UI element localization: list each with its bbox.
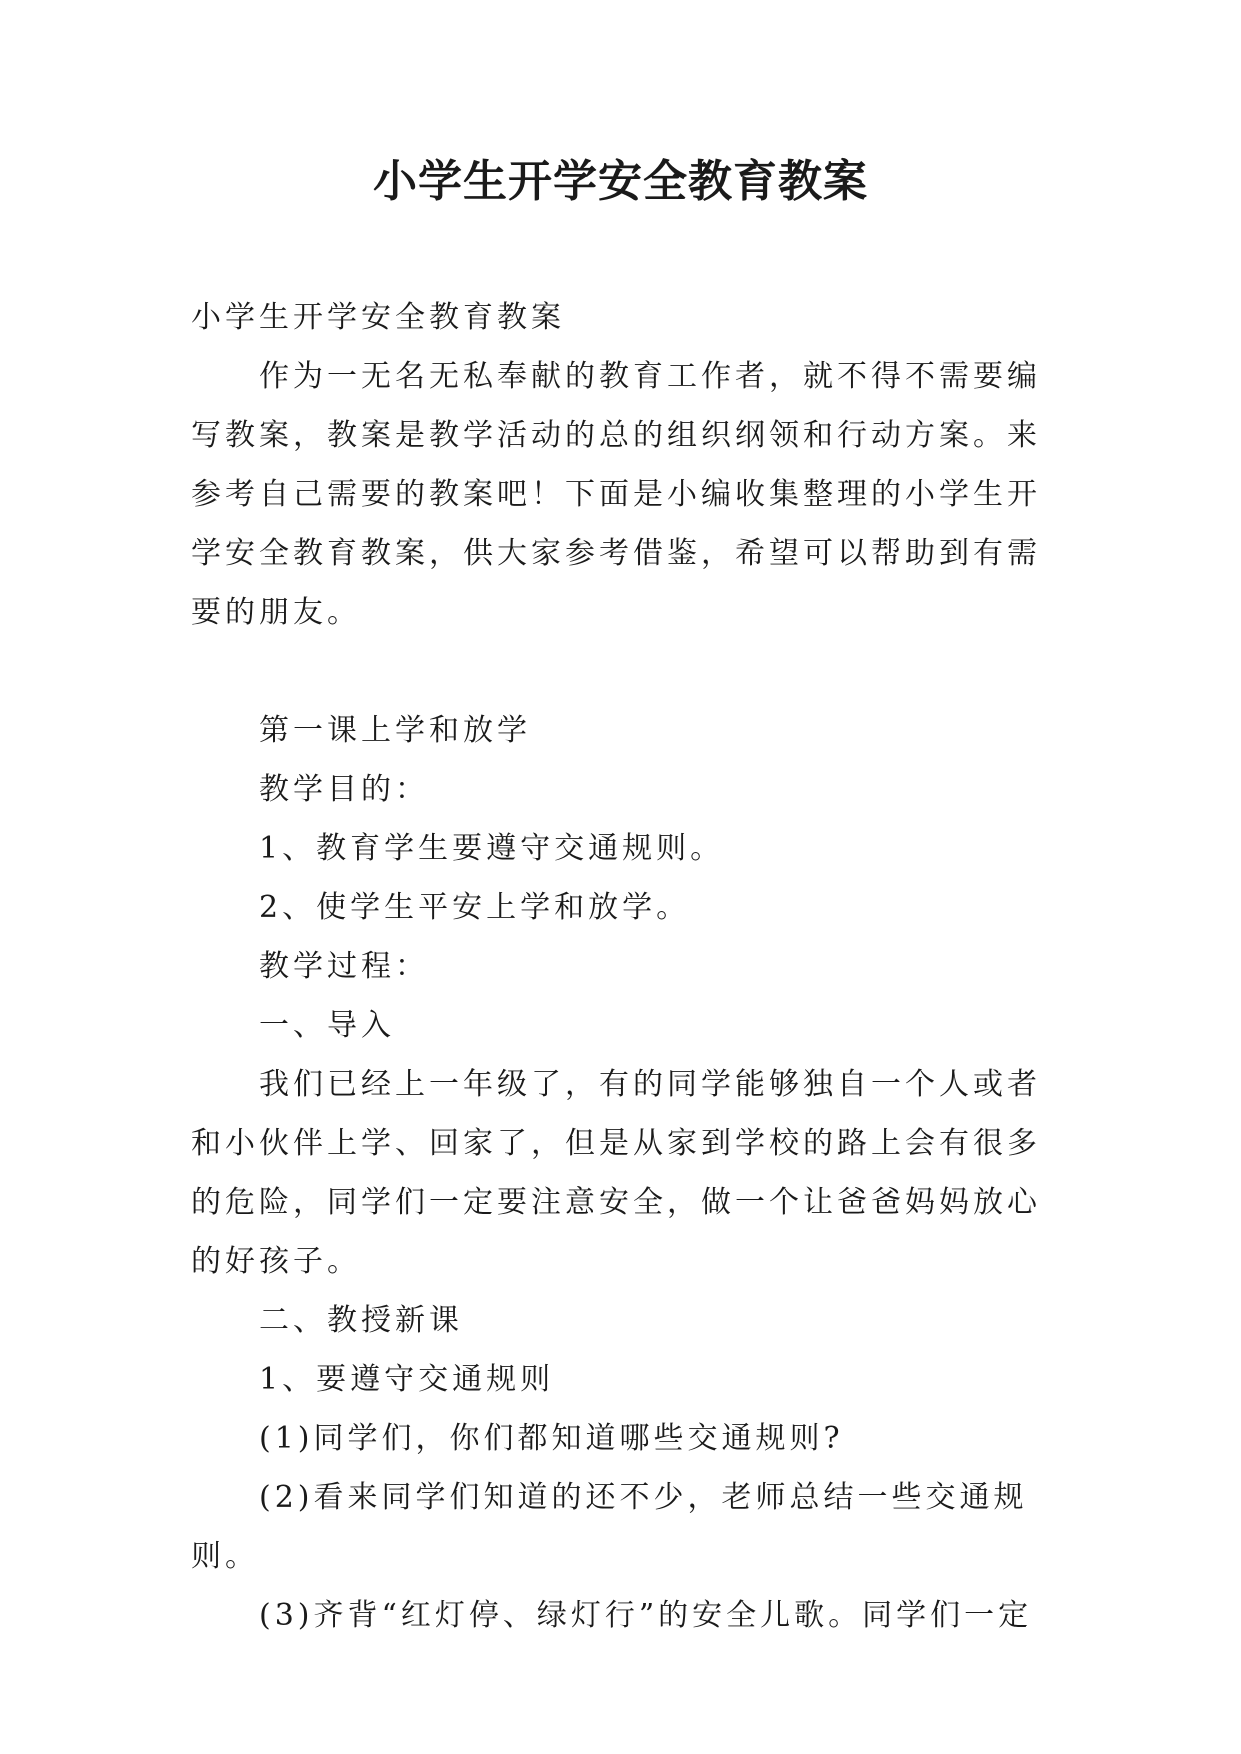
paragraph-intro-text: 我们已经上一年级了，有的同学能够独自一个人或者和小伙伴上学、回家了，但是从家到学校的路上会有很多的危险，同学们一定要注意安全，做一个让爸爸妈妈放心的好孩子。	[191, 1067, 1041, 1279]
paragraph-section-new-lesson: 二、教授新课	[259, 1303, 463, 1338]
paragraph-traffic-rules: 1、要遵守交通规则	[259, 1362, 555, 1397]
paragraph-item-2: (2)看来同学们知道的还不少，老师总结一些交通规则。	[191, 1480, 1028, 1574]
paragraph-goal-2: 2、使学生平安上学和放学。	[259, 890, 691, 925]
paragraph-teaching-goal: 教学目的：	[259, 772, 429, 807]
paragraph-intro: 作为一无名无私奉献的教育工作者，就不得不需要编写教案，教案是教学活动的总的组织纲领和行动方案。来参考自己需要的教案吧！下面是小编收集整理的小学生开学安全教育教案，供大家参考借鉴，希望可以帮助到有需要的朋友。	[191, 359, 1041, 630]
paragraph-heading: 小学生开学安全教育教案	[191, 300, 565, 335]
paragraph-lesson-title: 第一课上学和放学	[259, 713, 531, 748]
paragraph-goal-1: 1、教育学生要遵守交通规则。	[259, 831, 725, 866]
document-title: 小学生开学安全教育教案	[373, 156, 868, 207]
paragraph-section-intro: 一、导入	[259, 1008, 395, 1043]
document-body	[191, 288, 1063, 1645]
paragraph-item-1: (1)同学们，你们都知道哪些交通规则?	[259, 1421, 844, 1456]
paragraph-teaching-process: 教学过程：	[259, 949, 429, 984]
paragraph-item-3: (3)齐背“红灯停、绿灯行”的安全儿歌。同学们一定	[259, 1598, 1033, 1633]
